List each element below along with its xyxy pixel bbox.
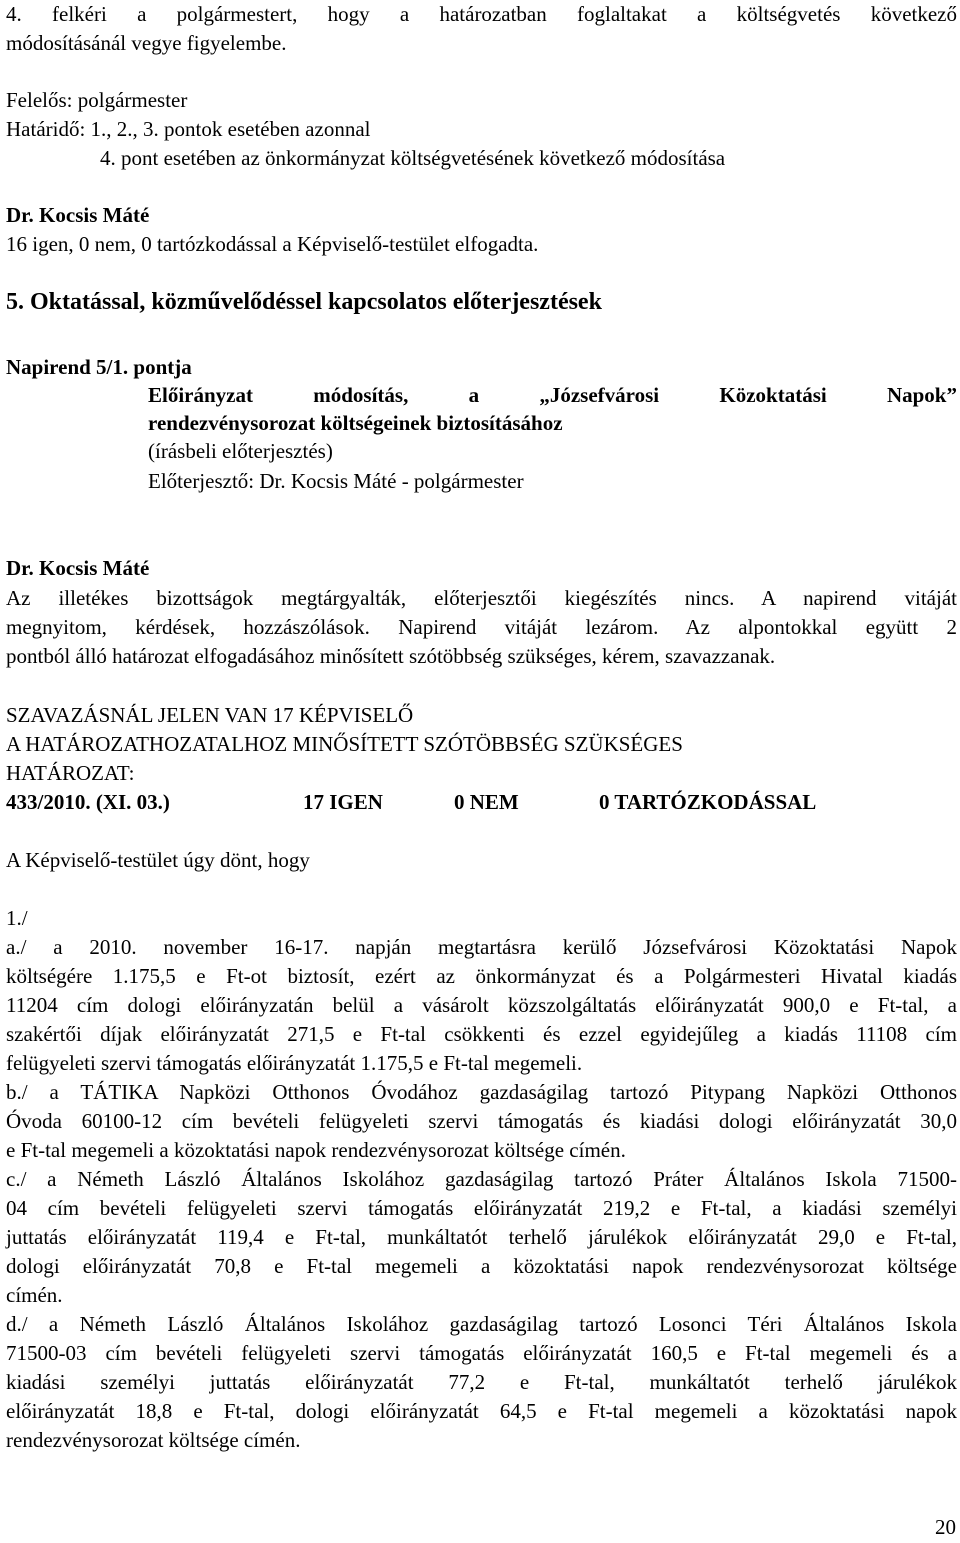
para-b-line: Óvoda 60100-12 cím bevételi felügyeleti szervi támogatás és kiadási dologi előirányzatát 30,0 [6, 1109, 957, 1133]
decision-number: 433/2010. (XI. 03.) [6, 790, 170, 814]
vote-row [6, 788, 957, 817]
para-d-line: 71500-03 cím bevételi felügyeleti szervi támogatás előirányzatát 160,5 e Ft-tal megemeli és a [6, 1341, 957, 1365]
speaker-name: Dr. Kocsis Máté [6, 556, 150, 580]
para-c-line: dologi előirányzatát 70,8 e Ft-tal megemeli a közoktatási napok rendezvénysorozat költsége [6, 1254, 957, 1278]
para-d-line: kiadási személyi juttatás előirányzatát 77,2 e Ft-tal, munkáltatót terhelő járulékok [6, 1370, 957, 1394]
para-c-line: címén. [6, 1283, 63, 1307]
text-line: 4. felkéri a polgármestert, hogy a határozatban foglaltakat a költségvetés következő [6, 2, 957, 26]
para-d-line: előirányzatát 18,8 e Ft-tal, dologi előirányzatát 64,5 e Ft-tal megemeli a közoktatási napok [6, 1399, 957, 1423]
page-number: 20 [935, 1515, 956, 1539]
decision-intro: A Képviselő-testület úgy dönt, hogy [6, 848, 310, 872]
para-b-line: e Ft-tal megemeli a közoktatási napok rendezvénysorozat költsége címén. [6, 1138, 626, 1162]
para-c-line: 04 cím bevételi felügyeleti szervi támogatás előirányzatát 219,2 e Ft-tal, a kiadási személyi [6, 1196, 957, 1220]
speech-line: Az illetékes bizottságok megtárgyalták, előterjesztői kiegészítés nincs. A napirend vitáját [6, 586, 957, 610]
para-a-line: 11204 cím dologi előirányzatán belül a vásárolt közszolgáltatás előirányzatát 900,0 e Ft-tal, a [6, 993, 957, 1017]
vote-yes: 17 IGEN [303, 790, 383, 814]
decision-label: HATÁROZAT: [6, 761, 135, 785]
deadline-continued: 4. pont esetében az önkormányzat költségvetésének következő módosítása [100, 146, 726, 170]
speaker-name: Dr. Kocsis Máté [6, 203, 150, 227]
para-d-line: rendezvénysorozat költsége címén. [6, 1428, 301, 1452]
voting-majority: A HATÁROZATHOZATALHOZ MINŐSÍTETT SZÓTÖBBSÉG SZÜKSÉGES [6, 732, 683, 756]
agenda-label: Napirend 5/1. pontja [6, 355, 192, 379]
voting-present: SZAVAZÁSNÁL JELEN VAN 17 KÉPVISELŐ [6, 703, 414, 727]
para-a-line: költségére 1.175,5 e Ft-ot biztosít, ezért az önkormányzat és a Polgármesteri Hivatal kiadás [6, 964, 957, 988]
vote-no: 0 NEM [454, 790, 519, 814]
text-line: módosításánál vegye figyelembe. [6, 31, 287, 55]
para-a-line: szakértői díjak előirányzatát 271,5 e Ft-tal csökkenti és ezzel egyidejűleg a kiadás 11108 cím [6, 1022, 957, 1046]
responsible: Felelős: polgármester [6, 88, 188, 112]
deadline: Határidő: 1., 2., 3. pontok esetében azonnal [6, 117, 371, 141]
speech-line: pontból álló határozat elfogadásához minősített szótöbbség szükséges, kérem, szavazzanak. [6, 644, 776, 668]
agenda-title-continued: rendezvénysorozat költségeinek biztosításához [148, 411, 563, 435]
vote-result: 16 igen, 0 nem, 0 tartózkodással a Képviselő-testület elfogadta. [6, 232, 539, 256]
agenda-presenter: Előterjesztő: Dr. Kocsis Máté - polgármester [148, 469, 524, 493]
point-number: 1./ [6, 906, 28, 930]
section-title: 5. Oktatással, közművelődéssel kapcsolatos előterjesztések [6, 289, 602, 315]
para-c-line: c./ a Németh László Általános Iskolához gazdaságilag tartozó Práter Általános Iskola 71500- [6, 1167, 957, 1191]
para-d-line: d./ a Németh László Általános Iskolához gazdaságilag tartozó Losonci Téri Általános Iskola [6, 1312, 957, 1336]
para-a-line: a./ a 2010. november 16-17. napján megtartásra kerülő Józsefvárosi Közoktatási Napok [6, 935, 957, 959]
speech-line: megnyitom, kérdések, hozzászólások. Napirend vitáját lezárom. Az alpontokkal együtt 2 [6, 615, 957, 639]
para-c-line: juttatás előirányzatát 119,4 e Ft-tal, munkáltatót terhelő járulékok előirányzatát 29,0 e Ft-tal, [6, 1225, 957, 1249]
para-b-line: b./ a TÁTIKA Napközi Otthonos Óvodához gazdaságilag tartozó Pitypang Napközi Otthonos [6, 1080, 957, 1104]
para-a-line: felügyeleti szervi támogatás előirányzatát 1.175,5 e Ft-tal megemeli. [6, 1051, 583, 1075]
vote-abstain: 0 TARTÓZKODÁSSAL [599, 790, 817, 814]
agenda-type: (írásbeli előterjesztés) [148, 439, 333, 463]
agenda-title: Előirányzat módosítás, a „Józsefvárosi Közoktatási Napok” [148, 383, 957, 407]
